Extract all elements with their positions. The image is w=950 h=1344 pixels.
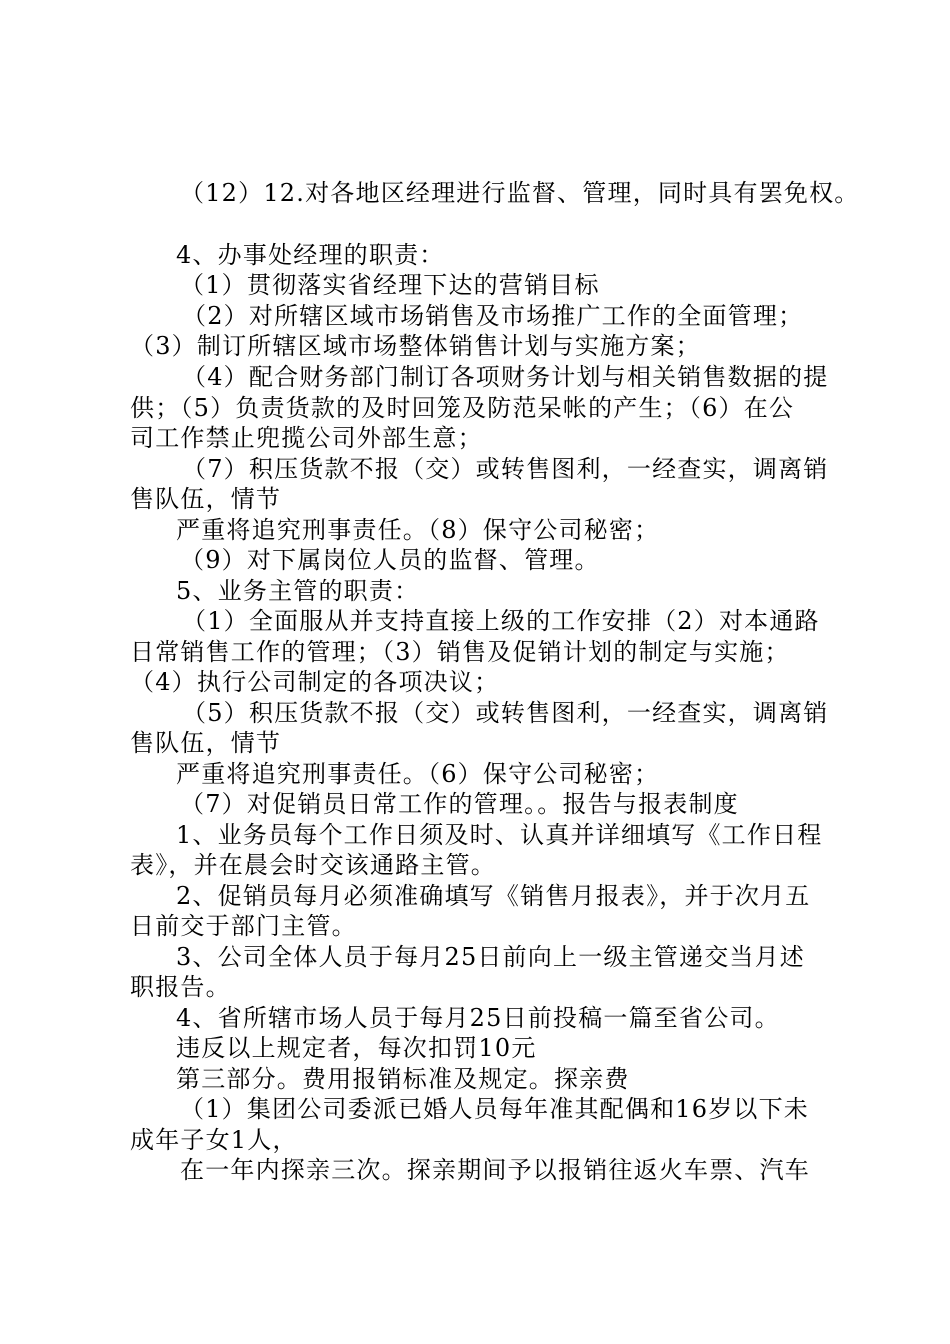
text-line: 在一年内探亲三次。探亲期间予以报销往返火车票、汽车 <box>180 1156 810 1184</box>
text-line: 售队伍，情节 <box>130 729 282 757</box>
text-line: 严重将追究刑事责任。（8）保守公司秘密； <box>176 516 660 544</box>
text-line: 日常销售工作的管理；（3）销售及促销计划的制定与实施； <box>130 638 790 666</box>
text-line: 严重将追究刑事责任。（6）保守公司秘密； <box>176 760 660 788</box>
text-line: （12）12.对各地区经理进行监督、管理，同时具有罢免权。 <box>180 179 860 207</box>
text-line: （7）积压货款不报（交）或转售图利，一经查实，调离销 <box>182 455 829 483</box>
text-line: 1、业务员每个工作日须及时、认真并详细填写《工作日程 <box>176 821 823 849</box>
text-line: 3、公司全体人员于每月25日前向上一级主管递交当月述 <box>176 943 806 971</box>
text-line: 成年子女1人， <box>130 1126 298 1154</box>
text-line: （1）全面服从并支持直接上级的工作安排（2）对本通路 <box>182 607 820 635</box>
text-line: （5）积压货款不报（交）或转售图利，一经查实，调离销 <box>182 699 829 727</box>
text-line: （3）制订所辖区域市场整体销售计划与实施方案； <box>130 332 701 360</box>
text-line: （9）对下属岗位人员的监督、管理。 <box>180 546 600 574</box>
text-line: （2）对所辖区域市场销售及市场推广工作的全面管理； <box>182 302 804 330</box>
text-line: （4）配合财务部门制订各项财务计划与相关销售数据的提 <box>182 363 829 391</box>
text-line: 售队伍，情节 <box>130 485 282 513</box>
text-line: 职报告。 <box>130 973 231 1001</box>
text-line: （7）对促销员日常工作的管理。。报告与报表制度 <box>180 790 739 818</box>
text-line: 表》，并在晨会时交该通路主管。 <box>130 851 496 879</box>
text-line: （4）执行公司制定的各项决议； <box>130 668 500 696</box>
text-line: 2、促销员每月必须准确填写《销售月报表》，并于次月五 <box>176 882 811 910</box>
text-line: 4、省所辖市场人员于每月25日前投稿一篇至省公司。 <box>176 1004 780 1032</box>
text-line: （1）集团公司委派已婚人员每年准其配偶和16岁以下未 <box>180 1095 810 1123</box>
text-line: （1）贯彻落实省经理下达的营销目标 <box>180 271 600 299</box>
section-heading: 4、办事处经理的职责： <box>176 241 445 269</box>
section-heading: 第三部分。费用报销标准及规定。探亲费 <box>176 1065 630 1093</box>
text-line: 司工作禁止兜揽公司外部生意； <box>130 424 483 452</box>
text-line: 供；（5）负责货款的及时回笼及防范呆帐的产生；（6）在公 <box>130 394 795 422</box>
section-heading: 5、业务主管的职责： <box>176 577 420 605</box>
text-line: 违反以上规定者，每次扣罚10元 <box>176 1034 537 1062</box>
text-line: 日前交于部门主管。 <box>130 912 357 940</box>
